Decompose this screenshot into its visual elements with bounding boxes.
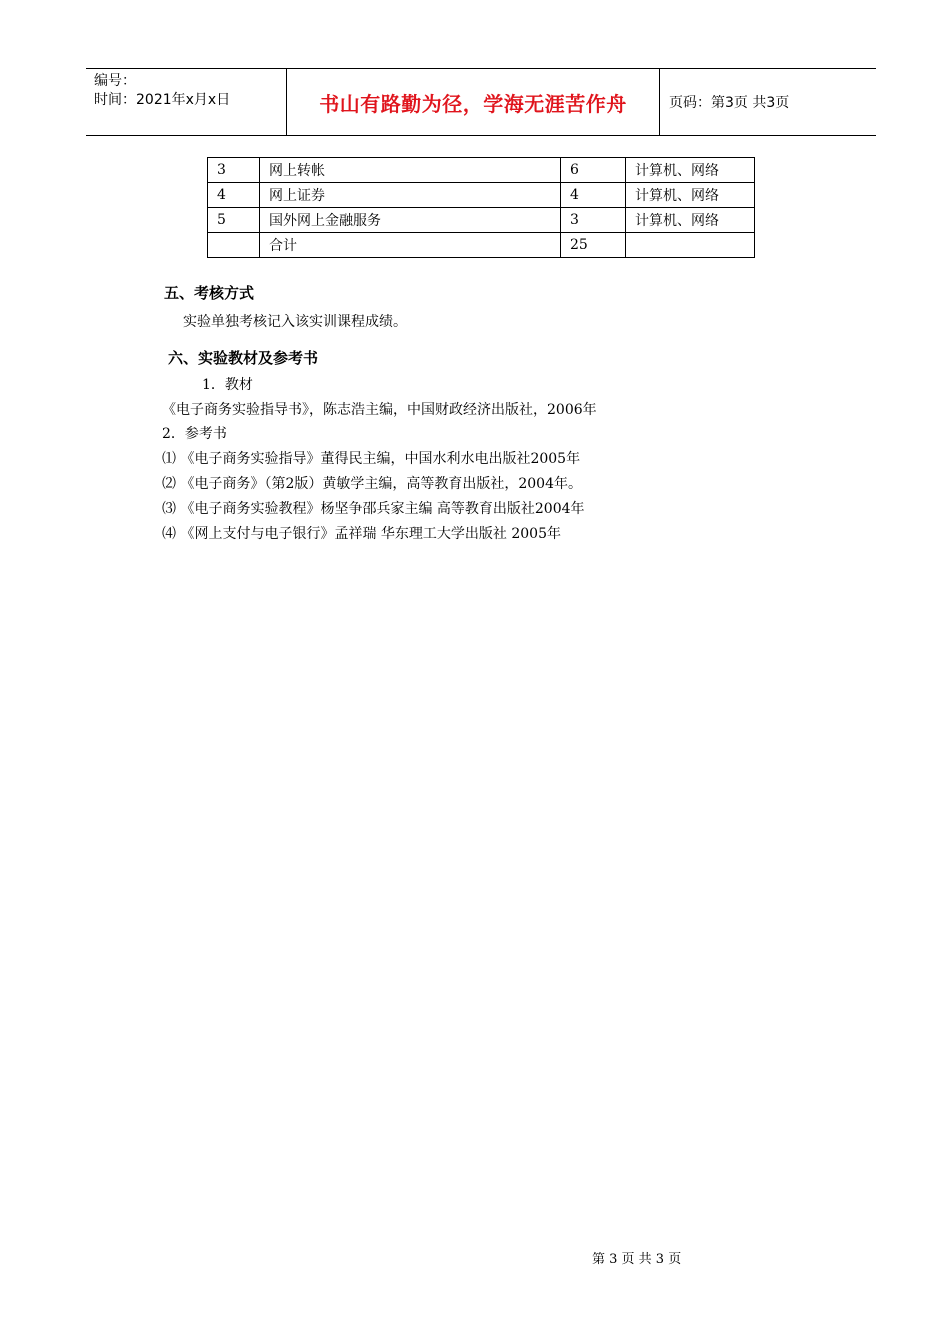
section6-title: 六、实验教材及参考书 (168, 349, 319, 367)
table-cell-index: 3 (208, 158, 260, 183)
table-cell-title: 网上转帐 (260, 158, 561, 183)
refs-label: 2．参考书 (162, 426, 227, 442)
header-meta (86, 69, 287, 135)
ref-item: ⑷ 《网上支付与电子银行》孟祥瑞 华东理工大学出版社 2005年 (162, 526, 561, 542)
section5-title: 五、考核方式 (164, 284, 255, 302)
table-cell-hours: 6 (561, 158, 626, 183)
table-cell-title: 网上证券 (260, 183, 561, 208)
table-cell-title: 国外网上金融服务 (260, 208, 561, 233)
header-time-label: 时间：2021年x月x日 (94, 92, 231, 108)
table-cell-title: 合计 (260, 233, 561, 258)
table-cell-hours: 4 (561, 183, 626, 208)
table-cell-hours: 25 (561, 233, 626, 258)
header-motto: 书山有路勤为径，学海无涯苦作舟 (287, 69, 660, 135)
ref-item: ⑴ 《电子商务实验指导》董得民主编，中国水利水电出版社2005年 (162, 451, 581, 467)
table-cell-equipment (626, 233, 755, 258)
table-cell-equipment: 计算机、网络 (626, 208, 755, 233)
table-cell-equipment: 计算机、网络 (626, 183, 755, 208)
table-row (208, 208, 755, 233)
header-page-label: 页码：第3页 共3页 (669, 95, 790, 111)
table-cell-index: 4 (208, 183, 260, 208)
table-row (208, 158, 755, 183)
table-row (208, 183, 755, 208)
textbook-label: 1．教材 (202, 377, 253, 393)
textbook-entry: 《电子商务实验指导书》，陈志浩主编，中国财政经济出版社，2006年 (162, 402, 597, 418)
header-number-label: 编号： (94, 73, 136, 89)
ref-item: ⑶ 《电子商务实验教程》杨坚争邵兵家主编 高等教育出版社2004年 (162, 501, 585, 517)
ref-item: ⑵ 《电子商务》（第2版）黄敏学主编，高等教育出版社，2004年。 (162, 476, 582, 492)
experiment-table (207, 157, 755, 258)
table-row-total (208, 233, 755, 258)
table-cell-hours: 3 (561, 208, 626, 233)
table-cell-index: 5 (208, 208, 260, 233)
section5-text: 实验单独考核记入该实训课程成绩。 (183, 314, 407, 330)
page-header (86, 68, 876, 136)
page-footer: 第 3 页 共 3 页 (592, 1252, 682, 1267)
table-cell-index (208, 233, 260, 258)
table-cell-equipment: 计算机、网络 (626, 158, 755, 183)
